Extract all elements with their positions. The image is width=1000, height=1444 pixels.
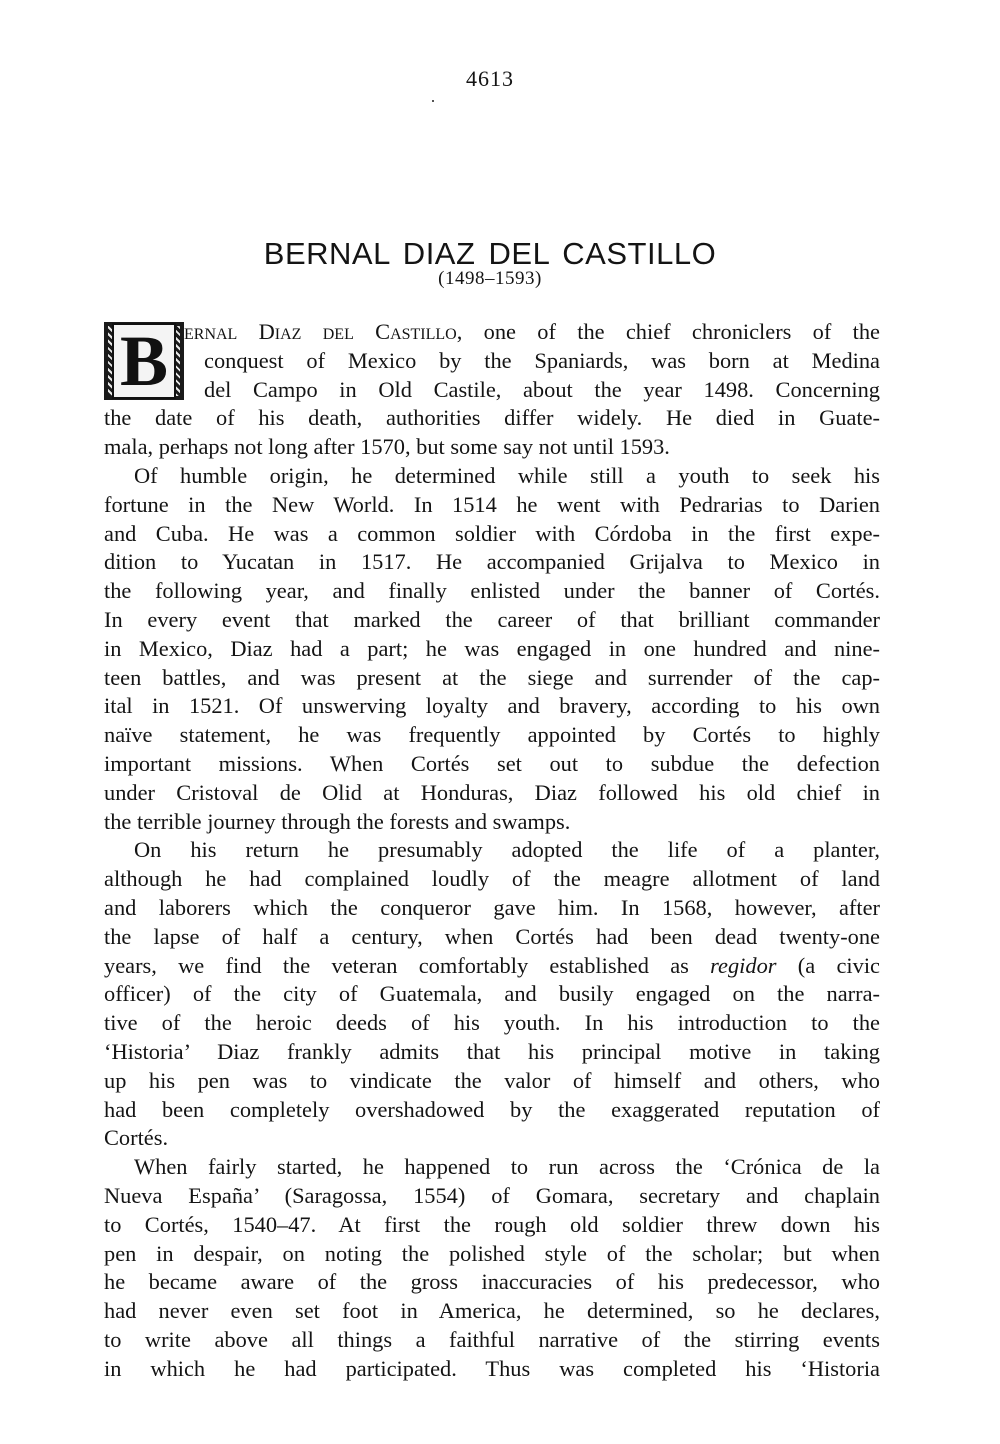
text-line: pen in despair, on noting the polished style of the scholar; but when	[104, 1240, 880, 1266]
text-line: the following year, and finally enlisted under the banner of Cortés.	[104, 578, 880, 604]
text-line: Of humble origin, he determined while still a youth to seek his	[134, 462, 880, 488]
text-line: and laborers which the conqueror gave him. In 1568, however, after	[104, 894, 880, 920]
text-fragment: years, we find the veteran comfortably established as	[104, 952, 711, 978]
paragraph-later-life	[104, 836, 880, 1153]
text-line: When fairly started, he happened to run across the ‘Crónica de la	[134, 1154, 880, 1180]
text-line: important missions. When Cortés set out to subdue the defection	[104, 750, 880, 776]
text-line: ital in 1521. Of unswerving loyalty and bravery, according to his own	[104, 693, 880, 719]
text-line: to write above all things a faithful narrative of the stirring events	[104, 1326, 880, 1352]
text-line: although he had complained loudly of the meagre allotment of land	[104, 866, 880, 892]
text-line: Cortés.	[104, 1125, 169, 1151]
text-line: dition to Yucatan in 1517. He accompanied Grijalva to Mexico in	[104, 549, 880, 575]
text-line: ‘Historia’ Diaz frankly admits that his principal motive in taking	[104, 1038, 880, 1064]
life-dates: (1498–1593)	[438, 268, 542, 289]
text-line: teen battles, and was present at the siege and surrender of the cap-	[104, 664, 880, 690]
text-line: under Cristoval de Olid at Honduras, Diaz followed his old chief in	[104, 779, 880, 805]
text-line: tive of the heroic deeds of his youth. In his introduction to the	[104, 1010, 880, 1036]
text-line: to Cortés, 1540–47. At first the rough old soldier threw down his	[104, 1211, 880, 1237]
page-title: BERNAL DIAZ DEL CASTILLO	[263, 235, 717, 271]
text-line: up his pen was to vindicate the valor of himself and others, who	[104, 1067, 880, 1093]
print-speck	[432, 100, 434, 102]
text-line	[104, 952, 880, 981]
text-line: the terrible journey through the forests and swamps.	[104, 808, 571, 834]
text-line: On his return he presumably adopted the life of a planter,	[134, 837, 880, 863]
text-line: in which he had participated. Thus was completed his ‘Historia	[104, 1355, 880, 1381]
dropcap-letter: B	[112, 323, 176, 399]
text-line: the date of his death, authorities differ widely. He died in Guate-	[104, 405, 880, 431]
text-line: he became aware of the gross inaccuracies of his predecessor, who	[104, 1269, 880, 1295]
paragraph-historia	[104, 1153, 880, 1383]
text-line: had been completely overshadowed by the exaggerated reputation of	[104, 1096, 880, 1122]
text-line: Nueva España’ (Saragossa, 1554) of Gomara, secretary and chaplain	[104, 1182, 880, 1208]
text-line: officer) of the city of Guatemala, and busily engaged on the narra-	[104, 981, 880, 1007]
text-line: in Mexico, Diaz had a part; he was engaged in one hundred and nine-	[104, 635, 880, 661]
italic-term: regidor	[710, 952, 777, 978]
text-line: the lapse of half a century, when Cortés had been dead twenty-one	[104, 923, 880, 949]
text-line	[104, 318, 880, 347]
text-fragment: (a civic	[776, 952, 880, 978]
paragraph-intro	[104, 318, 880, 462]
paragraph-early-life	[104, 462, 880, 836]
text-line: and Cuba. He was a common soldier with Córdoba in the first expe-	[104, 520, 880, 546]
text-line: del Campo in Old Castile, about the year 1498. Concerning	[204, 376, 880, 402]
text-line: fortune in the New World. In 1514 he went with Pedrarias to Darien	[104, 491, 880, 517]
text-line: conquest of Mexico by the Spaniards, was born at Medina	[204, 347, 880, 373]
page-number: 4613	[466, 66, 514, 91]
author-name-smallcaps: ernal Diaz del Castillo,	[184, 319, 463, 344]
text-line: mala, perhaps not long after 1570, but some say not until 1593.	[104, 434, 670, 460]
article-body	[104, 318, 880, 1383]
text-fragment: one of the chief chroniclers of the	[462, 319, 880, 344]
text-line: In every event that marked the career of that brilliant commander	[104, 606, 880, 632]
text-line: naïve statement, he was frequently appointed by Cortés to highly	[104, 722, 880, 748]
text-line: had never even set foot in America, he determined, so he declares,	[104, 1298, 880, 1324]
